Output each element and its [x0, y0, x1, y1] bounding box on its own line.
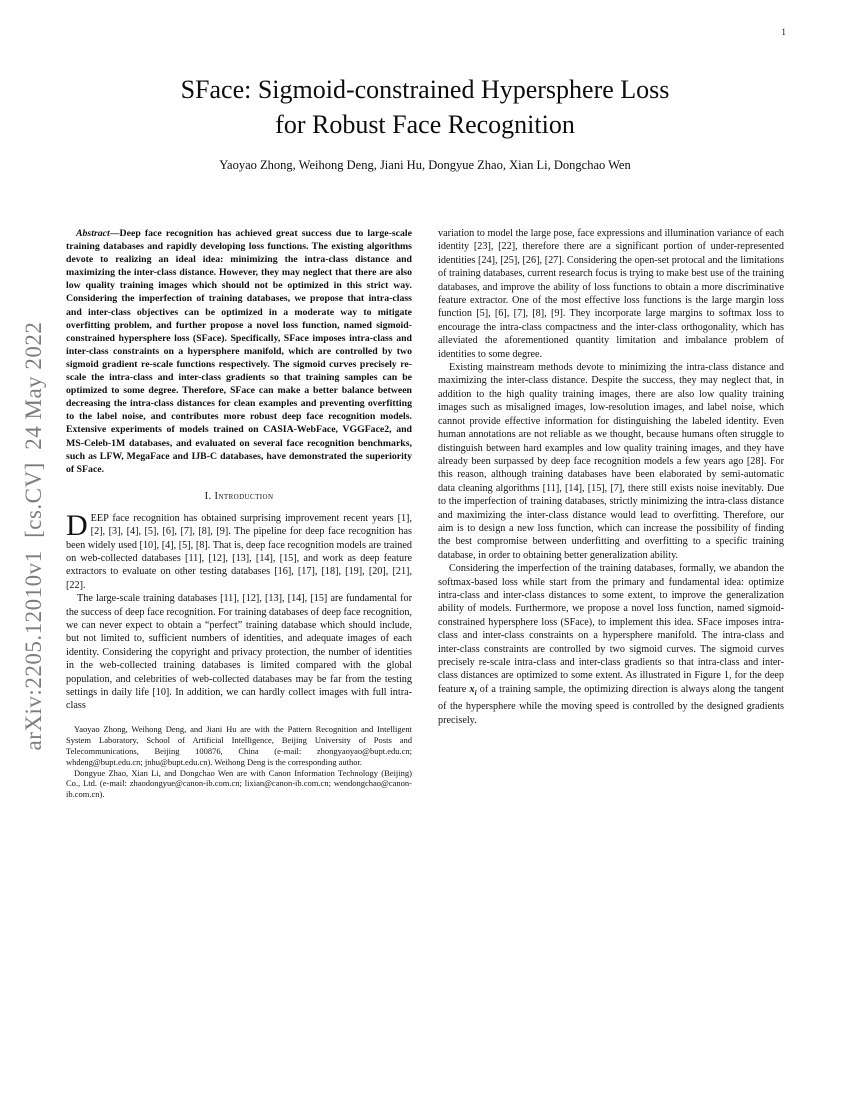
- arxiv-watermark: arXiv:2205.12010v1 [cs.CV] 24 May 2022: [21, 321, 46, 751]
- section-title: Introduction: [214, 490, 274, 502]
- abstract-text: —Deep face recognition has achieved great success due to large-scale training databases and rapidly developing loss functions. The existing algorithms devote to realizing an ideal idea: minimizing the intra-class distance and maximizing the inter-class distance. However, they may neglect that there are also low quality training images which should not be optimized in this strict way. Considering the imperfection of training databases, we propose that intra-class and inter-class objectives can be optimized in a moderate way to mitigate overfitting problem, and further propose a novel loss function, named sigmoid-constrained hypersphere loss (SFace). Specifically, SFace imposes intra-class and inter-class constraints on a hypersphere manifold, which are controlled by two sigmoid gradient re-scale functions respectively. The sigmoid curves precisely re-scale the intra-class and inter-class gradients so that training samples can be optimized to some degree. Therefore, SFace can make a better balance between decreasing the intra-class distances for clean examples and preventing overfitting to the label noise, and contributes more robust deep face recognition models. Extensive experiments of models trained on CASIA-WebFace, VGGFace2, and MS-Celeb-1M databases, and evaluated on several face recognition benchmarks, such as LFW, MegaFace and IJB-C databases, have demonstrated the superiority of SFace.: [66, 228, 412, 475]
- page-number: 1: [781, 28, 786, 38]
- dropcap-letter: D: [66, 508, 88, 542]
- author-footnotes: [66, 724, 412, 800]
- title-line-2: for Robust Face Recognition: [275, 110, 575, 139]
- abstract-label: Abstract: [76, 228, 110, 239]
- title-line-1: SFace: Sigmoid-constrained Hypersphere Loss: [180, 75, 670, 104]
- abstract-paragraph: [66, 227, 412, 476]
- right-paragraph-3-text-a: Considering the imperfection of the training databases, formally, we abandon the softmax-based loss while start from the primary and fundamental idea: optimize intra-class and inter-class distances to some extent, to improve the generalization ability of models. Furthermore, we propose a novel loss function, named sigmoid-constrained hypersphere loss (SFace), to implement this idea. SFace imposes intra-class and inter-class constraints on a hypersphere manifold. The intra-class and inter-class constraints are controlled by two sigmoid curves. The sigmoid curves precisely re-scale intra-class and inter-class gradients so that intra-class and inter-class distances are optimized to some extent. As illustrated in Figure 1, for the deep feature: [438, 563, 784, 695]
- two-column-body: [66, 227, 784, 800]
- right-paragraph-2: Existing mainstream methods devote to minimizing the intra-class distance and maximizing the inter-class distance. Despite the success, they may neglect that, in addition to the high quality training images, there are also low quality training images such as misaligned images, low-resolution images, and label noise, which cannot provide effective information for distinguishing the labeled identity. Even human annotations are not reliable as we thought, because humans often struggle to distinguish between hard examples and low quality training images, and they have already been surpassed by deep face recognition models a few years ago [28]. For this reason, although training databases have been elaborated by semi-automatic data cleaning algorithms [11], [14], [15], [7], there still exists noise inevitably. Due to the imperfection of training databases, strictly minimizing the intra-class distance and maximizing the inter-class distance would lead to overfitting. Therefore, our aim is to design a new loss function, which can increase the possibility of finding the best compromise between underfitting and overfitting to a specific training database, in order to obtaining better generalization ability.: [438, 362, 784, 561]
- math-x-base: x: [469, 683, 475, 695]
- intro-paragraph-1: [66, 508, 412, 592]
- right-paragraph-3: [438, 562, 784, 727]
- paper-title: [66, 72, 784, 142]
- intro-paragraph-1-text: EEP face recognition has obtained surprising improvement recent years [1], [2], [3], [4], [5], [6], [7], [8], [9]. The pipeline for deep face recognition has been widely used [10], [4], [5], [8]. That is, deep face recognition models are trained on web-collected databases [11], [12], [13], [14], [15], and work as deep feature extractors to evaluate on other testing databases [16], [17], [18], [19], [20], [21], [22].: [66, 512, 412, 591]
- section-heading-introduction: [66, 491, 412, 502]
- right-column: [438, 227, 784, 800]
- paper-content: [66, 72, 784, 800]
- footnote-2: Dongyue Zhao, Xian Li, and Dongchao Wen are with Canon Information Technology (Beijing) Co., Ltd. (e-mail: zhaodongyue@canon-ib.com.cn; lixian@canon-ib.com.cn; wendongchao@canon-ib.com.cn).: [66, 767, 412, 800]
- right-paragraph-3-text-b: of a training sample, the optimizing direction is always along the tangent of the hypersphere while the moving speed is controlled by the designed gradients precisely.: [438, 683, 784, 726]
- left-column: [66, 227, 412, 800]
- footnote-1: Yaoyao Zhong, Weihong Deng, and Jiani Hu are with the Pattern Recognition and Intelligent System Laboratory, School of Artificial Intelligence, Beijing University of Posts and Telecommunications, Beijing 100876, China (e-mail: zhongyaoyao@bupt.edu.cn; whdeng@bupt.edu.cn; jnhu@bupt.edu.cn). Weihong Deng is the corresponding author.: [66, 723, 412, 767]
- intro-paragraph-2: The large-scale training databases [11], [12], [13], [14], [15] are fundamental for the success of deep face recognition. For training databases of deep face recognition, we can never expect to obtain a “perfect” training database which should include, but not limited to, sufficient numbers of identities, and adequate images of each identity. Considering the copyright and privacy protection, the number of identities in the web-collected training databases is limited compared with the global population, and celebrities of web-collected databases may be far from the testing settings in daily life [10]. In addition, we can hardly collect images with full intra-class: [66, 593, 412, 712]
- math-x-subscript: i: [474, 688, 477, 697]
- authors-line: Yaoyao Zhong, Weihong Deng, Jiani Hu, Dongyue Zhao, Xian Li, Dongchao Wen: [219, 158, 631, 172]
- section-number: I.: [204, 490, 212, 502]
- math-x-i: [469, 684, 476, 695]
- right-paragraph-1: variation to model the large pose, face expressions and illumination variance of each identity [23], [22], therefore there are a significant portion of under-represented identities [24], [25], [26], [27]. Considering the open-set protocal and the limitations of training databases, current research focus is trying to make best use of the training databases, and improve the ability of loss functions to obtain a more discriminative feature extractor. One of the most effective loss functions is the large margin loss function [5], [6], [7], [8], [9]. They incorporate large margins to softmax loss to encourage the intra-class compactness and the inter-class orthogonality, which has alleviated the aforementioned quantity limitation and imbalance problem of identities to some degree.: [438, 228, 784, 360]
